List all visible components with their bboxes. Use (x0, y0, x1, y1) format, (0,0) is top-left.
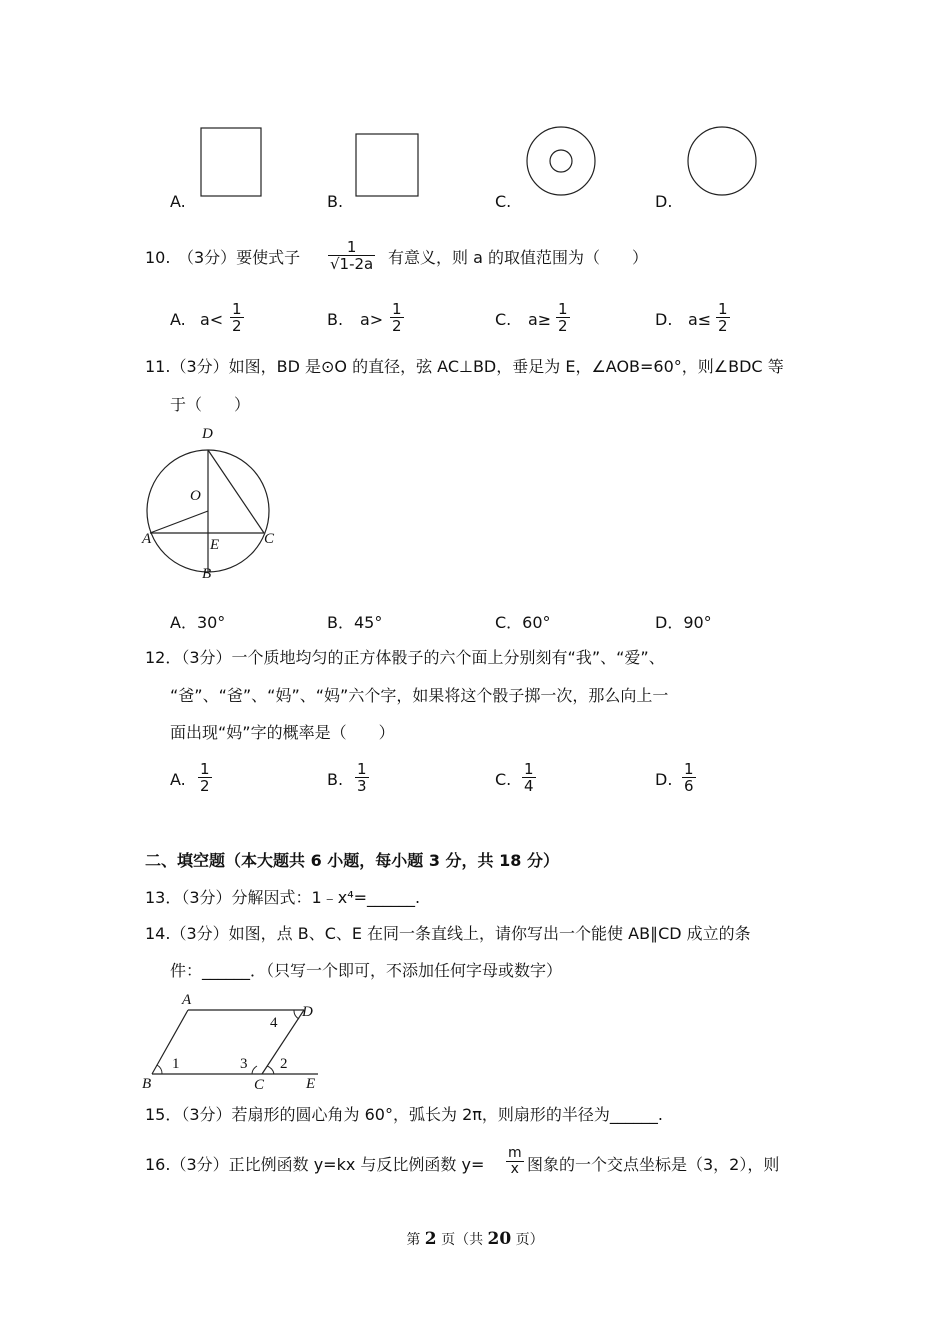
q12-stem-line2: “爸”、“爸”、“妈”、“妈”六个字，如果将这个骰子掷一次，那么向上一 (170, 686, 669, 705)
section-2-heading: 二、填空题（本大题共 6 小题，每小题 3 分，共 18 分） (145, 851, 559, 870)
q9-option-b-label: B. (327, 192, 344, 211)
q10-option-c-num: 1 (558, 300, 568, 318)
q11-label-b: B (202, 566, 212, 582)
q14-label-e: E (306, 1076, 316, 1090)
q10-option-c-fraction (556, 301, 570, 334)
q16-stem-start: 16.（3分）正比例函数 y=kx 与反比例函数 y= (145, 1155, 485, 1174)
q14-angle-3-label: 3 (240, 1056, 248, 1072)
q9-option-a-label: A. (170, 192, 186, 211)
q14-angle-4-arc (294, 1010, 299, 1019)
q14-label-d: D (302, 1004, 313, 1020)
q12-option-c-fraction (522, 761, 536, 794)
q9-option-c-label: C. (495, 192, 512, 211)
q10-option-a-num: 1 (232, 300, 242, 318)
q10-option-c-expr: a≥ (528, 310, 552, 329)
page-footer (0, 1229, 950, 1249)
q10-stem-end: 有意义，则 a 的取值范围为（ ） (388, 248, 648, 267)
q14-angle-2-arc (267, 1066, 274, 1074)
q14-label-a: A (182, 992, 192, 1008)
q11-label-a: A (142, 531, 152, 547)
q10-option-d-label: D. (655, 310, 673, 329)
q10-stem-start: （3分）要使式子 (178, 248, 301, 267)
q14-angle-1-arc (157, 1065, 162, 1074)
q12-option-d-den: 6 (684, 777, 694, 795)
q9-option-a-square (195, 125, 265, 200)
q14-angle-4-label: 4 (270, 1015, 278, 1031)
q10-option-c-den: 2 (558, 317, 568, 335)
q16-fraction-numerator: m (508, 1145, 522, 1161)
q12-stem-line1: 12．（3分）一个质地均匀的正方体骰子的六个面上分别刻有“我”、“爱”、 (145, 648, 665, 667)
q10-option-b-label: B. (327, 310, 344, 329)
footer-prefix: 第 (406, 1232, 425, 1248)
q12-option-c-den: 4 (524, 777, 534, 795)
q13-stem: 13．（3分）分解因式：1﹣x⁴=______. (145, 888, 421, 907)
q14-label-b: B (142, 1076, 152, 1090)
q10-option-d-expr: a≤ (688, 310, 712, 329)
q11-option-c: C．60° (495, 613, 551, 632)
q14-angle-3-arc (252, 1066, 257, 1074)
q11-label-c: C (264, 531, 275, 547)
q10-option-d-fraction (716, 301, 730, 334)
q10-option-a-fraction (230, 301, 244, 334)
q14-angle-1-label: 1 (172, 1056, 180, 1072)
q10-option-b-num: 1 (392, 300, 402, 318)
q12-option-b-label: B. (327, 770, 344, 789)
q16-stem-end: 图象的一个交点坐标是（3，2），则 (527, 1155, 780, 1174)
q10-option-b-fraction (390, 301, 404, 334)
q12-option-d-label: D. (655, 770, 673, 789)
q12-option-d-fraction (682, 761, 696, 794)
footer-suffix: 页） (511, 1232, 544, 1248)
q12-stem-line3: 面出现“妈”字的概率是（ ） (170, 723, 395, 742)
q11-label-d: D (202, 426, 213, 442)
q10-option-b-den: 2 (392, 317, 402, 335)
q10-option-a-label: A. (170, 310, 186, 329)
q16-fraction-denominator: x (506, 1161, 524, 1177)
q14-parallelogram-figure (138, 990, 333, 1090)
q11-option-b: B．45° (327, 613, 383, 632)
q10-number: 10. (145, 248, 171, 267)
q10-option-b-expr: a> (360, 310, 384, 329)
q12-option-d-num: 1 (684, 760, 694, 778)
q10-option-a-expr: a< (200, 310, 224, 329)
q14-label-c: C (254, 1077, 265, 1090)
q12-option-a-label: A. (170, 770, 186, 789)
q10-fraction-denominator: √1-2a (330, 255, 374, 273)
q9-option-c-concentric-circles (524, 125, 599, 200)
q12-option-a-den: 2 (200, 777, 210, 795)
q11-segment-dc (208, 450, 264, 533)
q10-option-a-den: 2 (232, 317, 242, 335)
q11-label-e: E (210, 537, 220, 553)
q10-option-d-den: 2 (718, 317, 728, 335)
q12-option-b-num: 1 (357, 760, 367, 778)
q9-option-d-label: D. (655, 192, 673, 211)
q14-segment-ab (152, 1010, 188, 1074)
q12-option-a-fraction (198, 761, 212, 794)
footer-page-number: 2 (424, 1229, 437, 1249)
q11-label-o: O (190, 488, 201, 504)
q12-option-b-den: 3 (357, 777, 367, 795)
q14-stem-line2: 件：______．（只写一个即可，不添加任何字母或数字） (170, 961, 563, 980)
q11-option-d: D．90° (655, 613, 712, 632)
q12-option-b-fraction (355, 761, 369, 794)
q14-angle-2-label: 2 (280, 1056, 288, 1072)
q10-option-c-label: C. (495, 310, 512, 329)
footer-total-pages: 20 (487, 1229, 512, 1249)
footer-middle: 页（共 (436, 1232, 488, 1248)
q16-fraction (506, 1146, 524, 1177)
q14-stem-line1: 14.（3分）如图，点 B、C、E 在同一条直线上，请你写出一个能使 AB∥CD 成立的条 (145, 924, 751, 943)
q11-circle-figure (138, 420, 288, 590)
q11-stem-line2: 于（ ） (170, 395, 251, 414)
q9-option-d-circle (685, 125, 760, 200)
q10-fraction-numerator: 1 (346, 238, 357, 256)
q11-segment-oa (150, 511, 208, 533)
q15-stem: 15．（3分）若扇形的圆心角为 60°，弧长为 2π，则扇形的半径为______. (145, 1105, 663, 1124)
q12-option-c-label: C. (495, 770, 512, 789)
q11-option-a: A．30° (170, 613, 226, 632)
q11-stem-line1: 11.（3分）如图，BD 是⊙O 的直径，弦 AC⊥BD，垂足为 E，∠AOB=60°，则∠BDC 等 (145, 357, 784, 376)
q10-fraction (328, 239, 375, 272)
q9-option-b-square (352, 130, 424, 200)
q12-option-c-num: 1 (524, 760, 534, 778)
q10-option-d-num: 1 (718, 300, 728, 318)
q12-option-a-num: 1 (200, 760, 210, 778)
